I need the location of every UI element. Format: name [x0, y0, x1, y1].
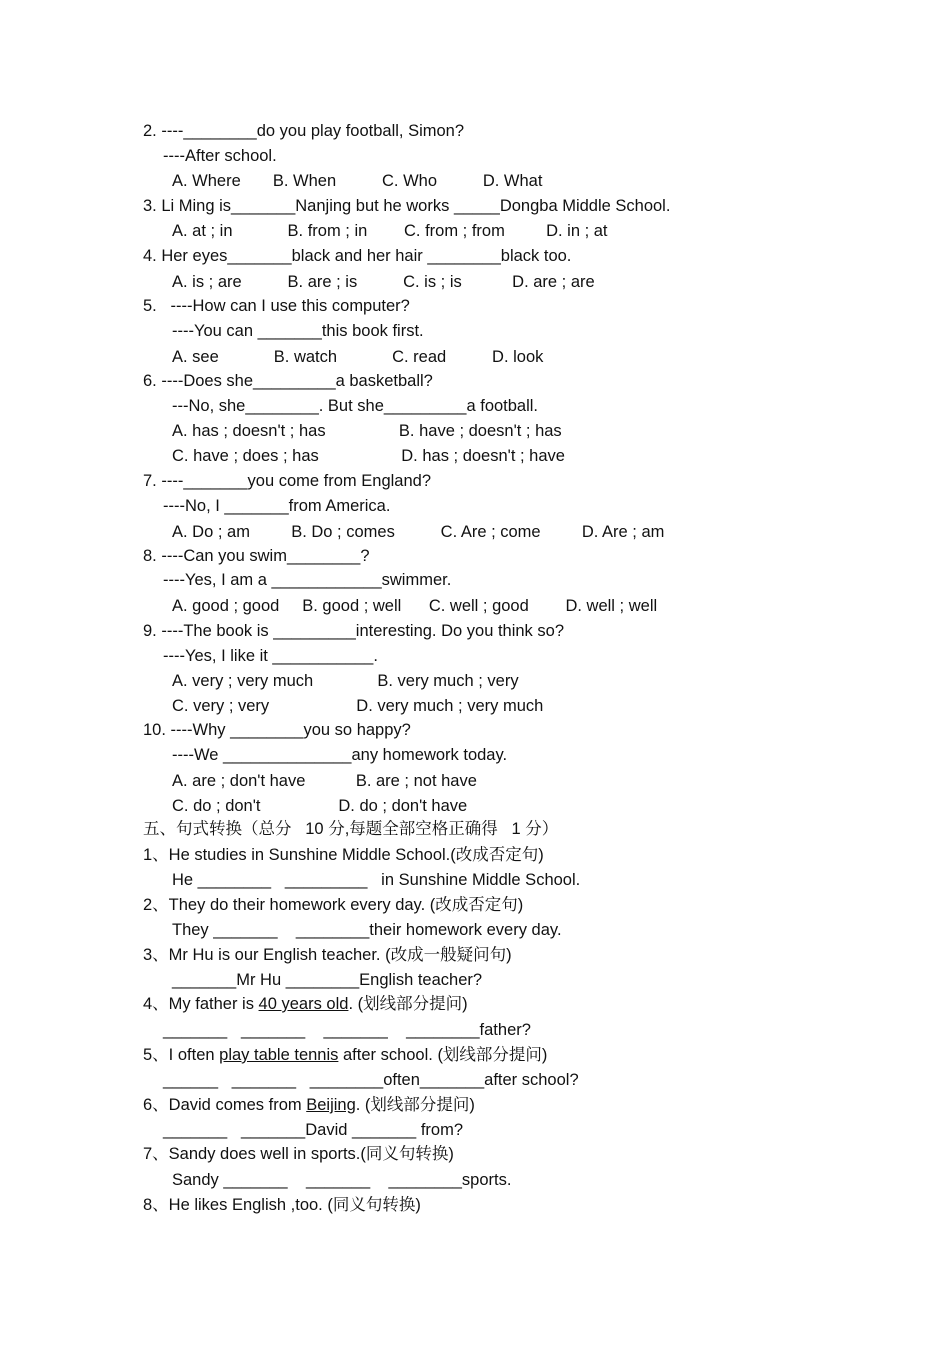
- s8-stem: 8、He likes English ,too. (同义句转换): [143, 1196, 421, 1214]
- q2-options: A. Where B. When C. Who D. What: [172, 172, 543, 190]
- q9-answer: ----Yes, I like it ___________.: [163, 647, 378, 665]
- s5-underlined: play table tennis: [219, 1046, 339, 1064]
- q7-answer: ----No, I _______from America.: [163, 497, 391, 515]
- q10-answer: ----We ______________any homework today.: [172, 746, 508, 764]
- s6-stem: [143, 1095, 475, 1115]
- s3-answer: _______Mr Hu ________English teacher?: [172, 971, 483, 989]
- q6-stem: 6. ----Does she_________a basketball?: [143, 372, 433, 390]
- s2-stem: 2、They do their homework every day. (改成否定句): [143, 896, 524, 914]
- s4-underlined: 40 years old: [258, 995, 349, 1013]
- q8-options: A. good ; good B. good ; well C. well ; good D. well ; well: [172, 597, 658, 615]
- s5-post: after school. (划线部分提问): [338, 1046, 548, 1064]
- s6-underlined: Beijing: [306, 1096, 356, 1114]
- section-five-heading: 五、句式转换（总分 10 分,每题全部空格正确得 1 分）: [143, 820, 559, 838]
- q7-options: A. Do ; am B. Do ; comes C. Are ; come D. Are ; am: [172, 523, 665, 541]
- q9-stem: 9. ----The book is _________interesting. Do you think so?: [143, 622, 564, 640]
- s5-stem: [143, 1045, 547, 1065]
- s4-pre: 4、My father is: [143, 995, 259, 1013]
- s2-answer: They _______ ________their homework every day.: [172, 921, 562, 939]
- q3-stem: 3. Li Ming is_______Nanjing but he works _____Dongba Middle School.: [143, 197, 671, 215]
- s4-answer: _______ _______ _______ ________father?: [163, 1021, 531, 1039]
- s1-stem: 1、He studies in Sunshine Middle School.(改成否定句): [143, 846, 544, 864]
- s4-post: . (划线部分提问): [348, 995, 468, 1013]
- s6-pre: 6、David comes from: [143, 1096, 307, 1114]
- s4-stem: [143, 994, 468, 1014]
- q5-options: A. see B. watch C. read D. look: [172, 348, 544, 366]
- q2-stem: 2. ----________do you play football, Simon?: [143, 122, 465, 140]
- q7-stem: 7. ----_______you come from England?: [143, 472, 431, 490]
- s6-answer: _______ _______David _______ from?: [163, 1121, 463, 1139]
- q5-answer: ----You can _______this book first.: [172, 322, 424, 340]
- q4-stem: 4. Her eyes_______black and her hair ________black too.: [143, 247, 572, 265]
- q9-options-ab: A. very ; very much B. very much ; very: [172, 672, 519, 690]
- q10-stem: 10. ----Why ________you so happy?: [143, 721, 411, 739]
- q5-stem: 5. ----How can I use this computer?: [143, 297, 410, 315]
- q4-options: A. is ; are B. are ; is C. is ; is D. are ; are: [172, 273, 595, 291]
- q3-options: A. at ; in B. from ; in C. from ; from D. in ; at: [172, 222, 608, 240]
- s6-post: . (划线部分提问): [355, 1096, 475, 1114]
- q9-options-cd: C. very ; very D. very much ; very much: [172, 697, 544, 715]
- q6-options-cd: C. have ; does ; has D. has ; doesn't ; have: [172, 447, 565, 465]
- s7-stem: 7、Sandy does well in sports.(同义句转换): [143, 1145, 454, 1163]
- q10-options-cd: C. do ; don't D. do ; don't have: [172, 797, 468, 815]
- s1-answer: He ________ _________ in Sunshine Middle School.: [172, 871, 581, 889]
- s5-pre: 5、I often: [143, 1046, 220, 1064]
- q6-options-ab: A. has ; doesn't ; has B. have ; doesn't ; has: [172, 422, 562, 440]
- s7-answer: Sandy _______ _______ ________sports.: [172, 1171, 512, 1189]
- s3-stem: 3、Mr Hu is our English teacher. (改成一般疑问句): [143, 946, 512, 964]
- q10-options-ab: A. are ; don't have B. are ; not have: [172, 772, 477, 790]
- q8-stem: 8. ----Can you swim________?: [143, 547, 370, 565]
- q6-answer: ---No, she________. But she_________a football.: [172, 397, 539, 415]
- q8-answer: ----Yes, I am a ____________swimmer.: [163, 571, 452, 589]
- q2-answer: ----After school.: [163, 147, 277, 165]
- s5-answer: ______ _______ ________often_______after school?: [163, 1071, 579, 1089]
